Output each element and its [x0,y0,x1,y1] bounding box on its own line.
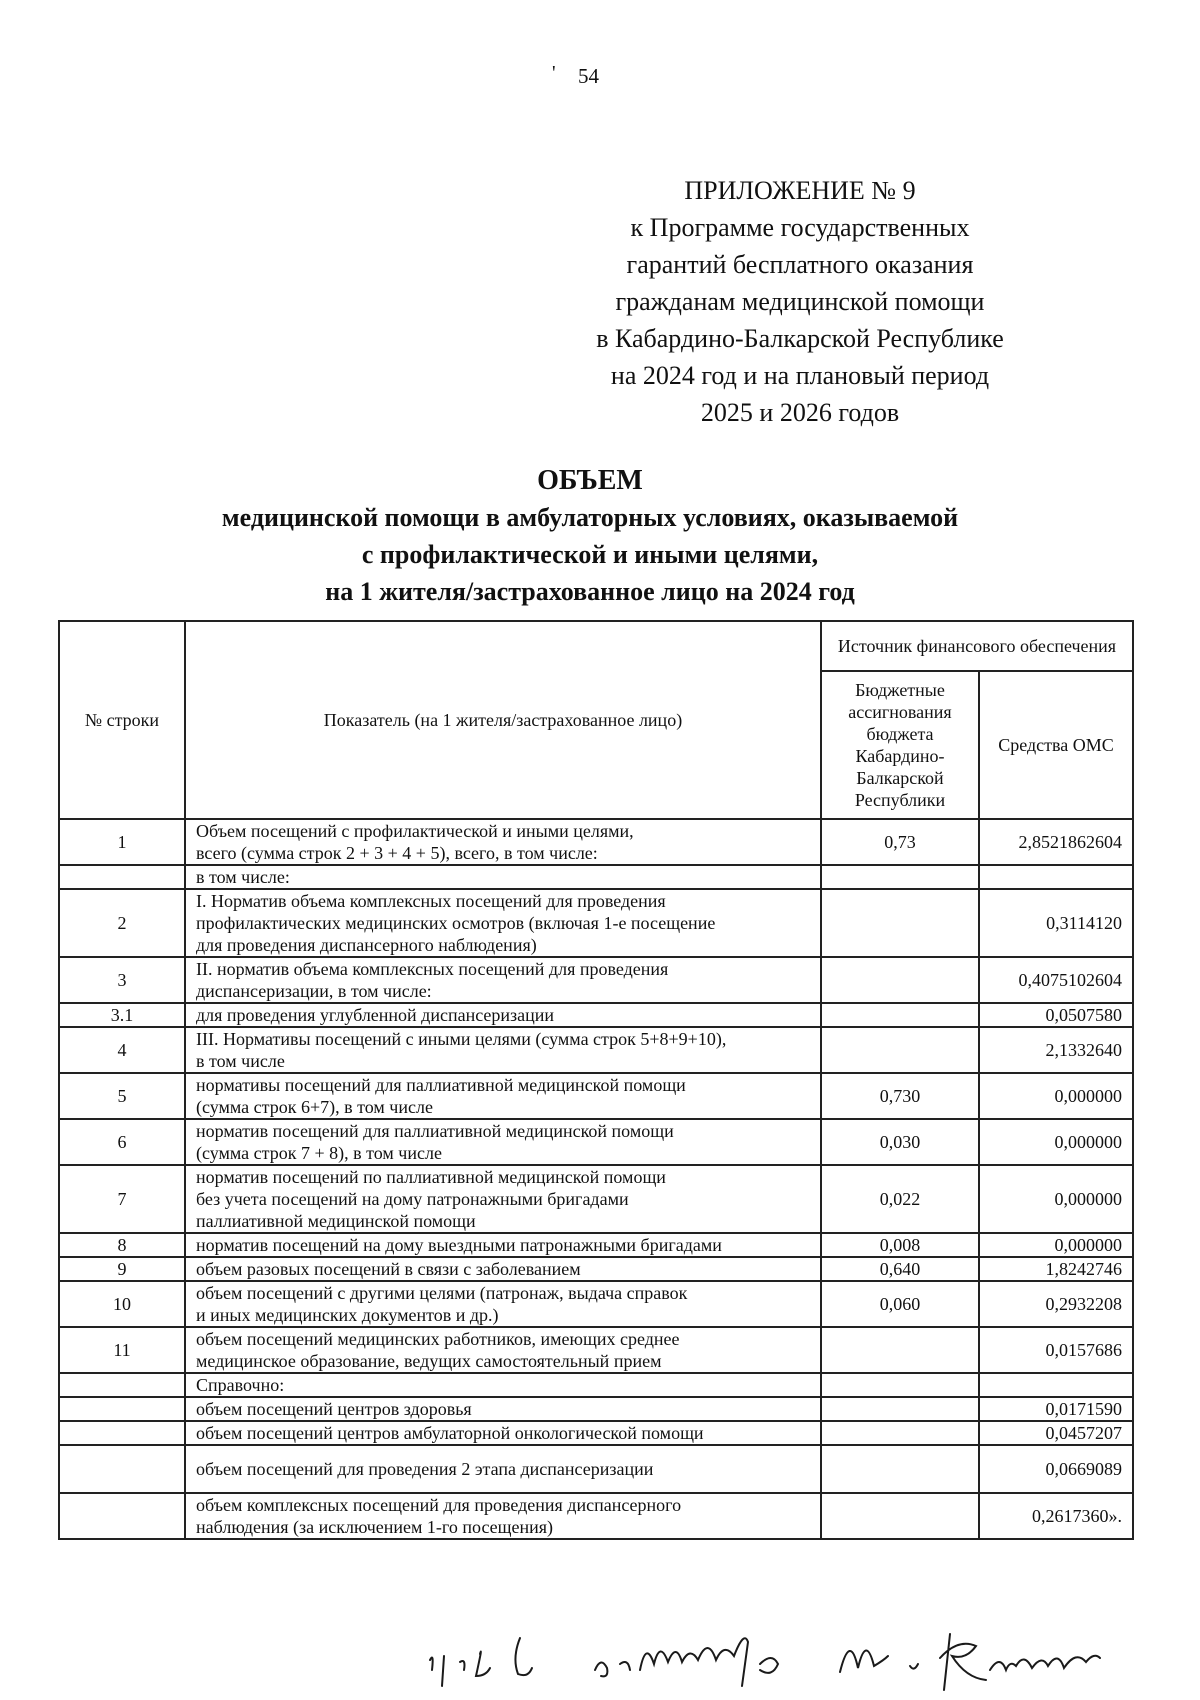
table-row [59,957,1133,1003]
header-oms: Средства ОМС [979,671,1133,819]
table-row [59,1073,1133,1119]
budget-value-cell [821,1373,979,1397]
document-title: ОБЪЕМ [537,465,643,496]
row-number-cell: 10 [59,1281,185,1327]
indicator-line: в том числе: [196,867,290,887]
indicator-cell [185,865,821,889]
table-row [59,1493,1133,1539]
indicator-line: объем разовых посещений в связи с заболеванием [196,1259,581,1279]
indicator-line: и иных медицинских документов и др.) [196,1305,499,1325]
budget-value-cell [821,1493,979,1539]
oms-value-cell: 0,000000 [979,1119,1133,1165]
indicator-line: II. норматив объема комплексных посещений для проведения [196,959,669,979]
table-row [59,1373,1133,1397]
indicator-line: норматив посещений на дому выездными патронажными бригадами [196,1235,722,1255]
indicator-line: для проведения диспансерного наблюдения) [196,935,537,955]
budget-value-cell: 0,060 [821,1281,979,1327]
row-number-cell: 4 [59,1027,185,1073]
header-funding-source: Источник финансового обеспечения [821,621,1133,671]
budget-value-cell [821,865,979,889]
document-heading [90,462,1090,610]
table-row [59,1027,1133,1073]
table-header-row [59,621,1133,671]
indicator-cell [185,1327,821,1373]
row-number-cell [59,1493,185,1539]
row-number-cell [59,865,185,889]
page-number-value: 54 [578,64,599,88]
indicator-line: норматив посещений для паллиативной медицинской помощи [196,1121,674,1141]
indicator-line: объем комплексных посещений для проведения диспансерного [196,1495,682,1515]
table-row [59,889,1133,957]
appendix-line: на 2024 год и на плановый период [610,361,990,390]
indicator-line: без учета посещений на дому патронажными бригадами [196,1189,629,1209]
indicator-line: объем посещений для проведения 2 этапа диспансеризации [196,1459,654,1479]
indicator-line: всего (сумма строк 2 + 3 + 4 + 5), всего, в том числе: [196,843,598,863]
indicator-line: I. Норматив объема комплексных посещений для проведения [196,891,666,911]
indicator-line: диспансеризации, в том числе: [196,981,432,1001]
document-subtitle-line: с профилактической и иными целями, [361,540,819,569]
oms-value-cell: 2,1332640 [979,1027,1133,1073]
indicator-line: в том числе [196,1051,285,1071]
indicator-cell [185,889,821,957]
indicator-line: Справочно: [196,1375,285,1395]
table-body [59,819,1133,1539]
budget-value-cell [821,1027,979,1073]
budget-value-cell: 0,640 [821,1257,979,1281]
indicator-cell [185,1493,821,1539]
indicator-line: норматив посещений по паллиативной медицинской помощи [196,1167,666,1187]
row-number-cell [59,1397,185,1421]
indicator-line: объем посещений медицинских работников, имеющих среднее [196,1329,680,1349]
signature-handwriting [420,1610,1180,1700]
row-number-cell [59,1421,185,1445]
indicator-line: III. Нормативы посещений с иными целями (сумма строк 5+8+9+10), [196,1029,727,1049]
indicator-cell [185,1003,821,1027]
row-number-cell: 11 [59,1327,185,1373]
row-number-cell: 3 [59,957,185,1003]
oms-value-cell [979,865,1133,889]
table-row [59,1257,1133,1281]
budget-value-cell [821,1421,979,1445]
table-row [59,1397,1133,1421]
table-row [59,1327,1133,1373]
indicator-line: объем посещений центров амбулаторной онкологической помощи [196,1423,704,1443]
appendix-line: в Кабардино-Балкарской Республике [596,324,1004,353]
indicator-line: медицинское образование, ведущих самостоятельный прием [196,1351,662,1371]
oms-value-cell [979,1373,1133,1397]
budget-value-cell: 0,022 [821,1165,979,1233]
row-number-cell: 9 [59,1257,185,1281]
budget-value-cell: 0,030 [821,1119,979,1165]
table-row [59,1003,1133,1027]
oms-value-cell: 0,000000 [979,1233,1133,1257]
appendix-line: к Программе государственных [630,213,970,242]
row-number-cell: 5 [59,1073,185,1119]
oms-value-cell: 0,0669089 [979,1445,1133,1493]
oms-value-cell: 0,0507580 [979,1003,1133,1027]
appendix-line: 2025 и 2026 годов [700,398,900,427]
oms-value-cell: 0,0171590 [979,1397,1133,1421]
budget-value-cell [821,1445,979,1493]
indicator-line: наблюдения (за исключением 1-го посещения) [196,1517,554,1537]
table-row [59,1281,1133,1327]
table-row [59,1165,1133,1233]
budget-value-cell: 0,73 [821,819,979,865]
budget-value-cell [821,889,979,957]
indicator-line: для проведения углубленной диспансеризации [196,1005,555,1025]
indicator-line: нормативы посещений для паллиативной медицинской помощи [196,1075,686,1095]
oms-value-cell: 0,000000 [979,1073,1133,1119]
volume-table [58,620,1134,1540]
indicator-cell [185,1397,821,1421]
indicator-cell [185,1281,821,1327]
row-number-cell: 6 [59,1119,185,1165]
row-number-cell: 2 [59,889,185,957]
indicator-line: (сумма строк 7 + 8), в том числе [196,1143,442,1163]
indicator-cell [185,1119,821,1165]
budget-value-cell: 0,008 [821,1233,979,1257]
appendix-block [540,172,1060,431]
row-number-cell: 1 [59,819,185,865]
indicator-line: (сумма строк 6+7), в том числе [196,1097,433,1117]
page-tick-mark: ' [552,62,556,84]
appendix-line: ПРИЛОЖЕНИЕ № 9 [684,176,916,205]
budget-value-cell [821,1327,979,1373]
row-number-cell: 8 [59,1233,185,1257]
indicator-cell [185,819,821,865]
oms-value-cell: 0,2617360». [979,1493,1133,1539]
row-number-cell [59,1373,185,1397]
indicator-cell [185,1165,821,1233]
table-row [59,1119,1133,1165]
row-number-cell [59,1445,185,1493]
indicator-cell [185,957,821,1003]
oms-value-cell: 0,2932208 [979,1281,1133,1327]
document-subtitle-line: на 1 жителя/застрахованное лицо на 2024 год [325,577,855,606]
indicator-line: объем посещений с другими целями (патронаж, выдача справок [196,1283,688,1303]
oms-value-cell: 0,3114120 [979,889,1133,957]
budget-value-cell [821,1397,979,1421]
budget-value-cell: 0,730 [821,1073,979,1119]
table-row [59,1445,1133,1493]
indicator-cell [185,1073,821,1119]
document-subtitle-line: медицинской помощи в амбулаторных условиях, оказываемой [221,503,959,532]
header-budget: Бюджетные ассигнования бюджета Кабардино-Балкарской Республики [821,671,979,819]
oms-value-cell: 0,4075102604 [979,957,1133,1003]
indicator-cell [185,1027,821,1073]
oms-value-cell: 0,000000 [979,1165,1133,1233]
row-number-cell: 7 [59,1165,185,1233]
oms-value-cell: 1,8242746 [979,1257,1133,1281]
indicator-line: объем посещений центров здоровья [196,1399,472,1419]
table-row [59,1421,1133,1445]
table-row [59,819,1133,865]
appendix-line: гарантий бесплатного оказания [626,250,974,279]
header-row-number: № строки [59,621,185,819]
header-indicator: Показатель (на 1 жителя/застрахованное лицо) [185,621,821,819]
oms-value-cell: 0,0157686 [979,1327,1133,1373]
table-row [59,1233,1133,1257]
indicator-cell [185,1257,821,1281]
appendix-line: гражданам медицинской помощи [615,287,985,316]
indicator-line: паллиативной медицинской помощи [196,1211,476,1231]
table-row [59,865,1133,889]
indicator-line: профилактических медицинских осмотров (включая 1-е посещение [196,913,716,933]
indicator-cell [185,1445,821,1493]
indicator-cell [185,1233,821,1257]
page-number [552,62,599,89]
indicator-cell [185,1373,821,1397]
indicator-line: Объем посещений с профилактической и иными целями, [196,821,634,841]
budget-value-cell [821,957,979,1003]
oms-value-cell: 0,0457207 [979,1421,1133,1445]
budget-value-cell [821,1003,979,1027]
indicator-cell [185,1421,821,1445]
oms-value-cell: 2,8521862604 [979,819,1133,865]
row-number-cell: 3.1 [59,1003,185,1027]
